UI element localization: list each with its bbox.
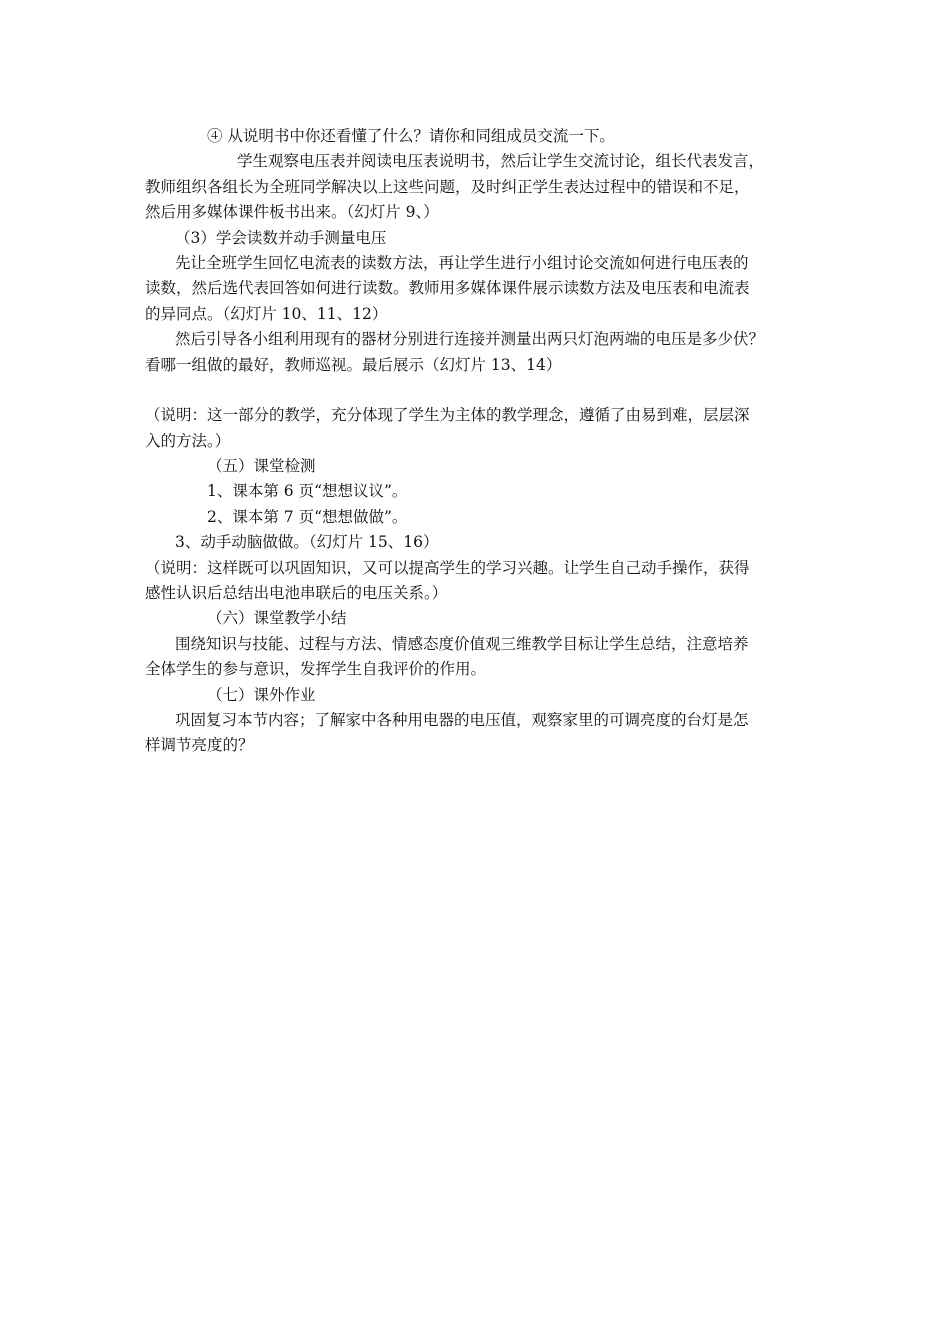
text-line: 全体学生的参与意识，发挥学生自我评价的作用。 (145, 660, 487, 679)
list-item: 1、课本第 6 页“想想议议”。 (207, 482, 408, 501)
text-line: 然后引导各小组利用现有的器材分别进行连接并测量出两只灯泡两端的电压是多少伏？ (175, 330, 765, 349)
text-line: 然后用多媒体课件板书出来。（幻灯片 9、） (145, 203, 439, 222)
text-line: ④ 从说明书中你还看懂了什么？请你和同组成员交流一下。 (207, 127, 615, 145)
text-line: 教师组织各组长为全班同学解决以上这些问题，及时纠正学生表达过程中的错误和不足， (145, 177, 750, 196)
section-heading: （五）课堂检测 (207, 457, 316, 476)
document-body (145, 124, 817, 759)
note-line: （说明：这一部分的教学，充分体现了学生为主体的教学理念，遵循了由易到难，层层深 (145, 406, 750, 425)
section-heading: （七）课外作业 (207, 685, 316, 704)
text-line: 巩固复习本节内容；了解家中各种用电器的电压值，观察家里的可调亮度的台灯是怎 (175, 710, 749, 729)
note-line: （说明：这样既可以巩固知识，又可以提高学生的学习兴趣。让学生自己动手操作，获得 (145, 558, 750, 577)
section-heading: （六）课堂教学小结 (207, 609, 347, 628)
text-line: 读数，然后选代表回答如何进行读数。教师用多媒体课件展示读数方法及电压表和电流表 (145, 279, 750, 298)
text-line: 围绕知识与技能、过程与方法、情感态度价值观三维教学目标让学生总结，注意培养 (175, 634, 749, 653)
text-line: 的异同点。（幻灯片 10、11、12） (145, 304, 388, 323)
list-item: 3、动手动脑做做。（幻灯片 15、16） (175, 533, 439, 552)
text-line: 先让全班学生回忆电流表的读数方法，再让学生进行小组讨论交流如何进行电压表的 (175, 253, 749, 272)
text-line: 看哪一组做的最好，教师巡视。最后展示（幻灯片 13、14） (145, 355, 562, 374)
list-item: 2、课本第 7 页“想想做做”。 (207, 507, 408, 526)
text-line: 学生观察电压表并阅读电压表说明书，然后让学生交流讨论，组长代表发言， (237, 152, 765, 171)
note-line: 入的方法。） (145, 431, 231, 450)
paragraph-gap (145, 378, 817, 403)
text-line: 样调节亮度的？ (145, 736, 254, 755)
note-line: 感性认识后总结出电池串联后的电压关系。） (145, 584, 448, 603)
section-heading: （3）学会读数并动手测量电压 (175, 228, 387, 247)
